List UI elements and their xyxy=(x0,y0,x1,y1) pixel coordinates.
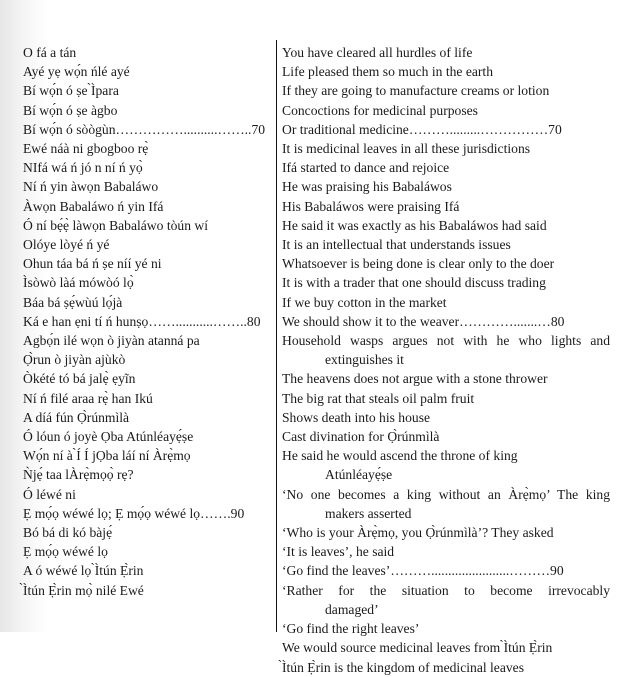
translation-line-continuation: damaged’ xyxy=(325,601,379,617)
verse-line: Olóye lòyé ń yé xyxy=(23,237,110,253)
verse-line: NIfá wá ń jó n ní ń yọ̀ xyxy=(23,160,143,176)
translation-line-text: Household wasps argues not with he who lights and xyxy=(282,333,610,349)
translation-line-continuation: makers asserted xyxy=(325,505,412,521)
verse-line: Ayé yẹ wọ́n ńlé ayé xyxy=(23,64,130,80)
verse-line: O fá a tán xyxy=(23,45,77,60)
verse-line: Ọ̀run ò jiyàn ajùkò xyxy=(23,352,126,368)
verse-line-numbered-70: Bí wọ́n ó sòògùn……………..........……..70 xyxy=(23,121,266,137)
verse-line: Ó ní bẹ́ẹ̀ làwọn Babaláwo tòún wí xyxy=(23,217,208,233)
translation-line-text: ‘Rather for the situation to become irrevocably xyxy=(282,582,610,598)
verse-line: Òkété tó bá jalẹ̀ ẹyĩn xyxy=(23,371,136,387)
translation-line-wrapped xyxy=(282,446,610,484)
translation-line: The big rat that steals oil palm fruit xyxy=(282,390,475,406)
translation-line: It is medicinal leaves in all these jurisdictions xyxy=(282,141,531,157)
translation-line: ‘It is leaves’, he said xyxy=(282,544,395,560)
verse-line: Bí wọ́n ó ṣe àgbo xyxy=(23,102,118,118)
translation-line: He said it was exactly as his Babaláwos had said xyxy=(282,217,547,233)
column-divider xyxy=(276,40,277,632)
verse-line: A díá fún Ọ̀rúnmìlà xyxy=(23,409,130,425)
translation-line: Shows death into his house xyxy=(282,409,431,425)
translation-line: Cast divination for Ọ̀rúnmìlà xyxy=(282,429,440,445)
translation-line: He was praising his Babaláwos xyxy=(282,179,452,195)
verse-line: Báa bá ṣẹ́wùú lọ́jà xyxy=(23,294,123,310)
translation-line-text: He said he would ascend the throne of king xyxy=(282,448,518,464)
translation-line: You have cleared all hurdles of life xyxy=(282,45,473,60)
translation-line: ̀Ìtún Ẹ̀rin is the kingdom of medicinal leaves xyxy=(282,659,524,675)
translation-line: Whatsoever is being done is clear only to the doer xyxy=(282,256,555,272)
verse-line: Bó bá di kó bàjẹ́ xyxy=(23,525,113,541)
translation-line: If we buy cotton in the market xyxy=(282,294,447,310)
translation-line: ‘Who is your Àrẹ̀mọ, you Ọ̀rúnmìlà’? They asked xyxy=(282,525,554,541)
verse-line: Ó lóun ó joyè Ọba Atúnléayẹ́ṣe xyxy=(23,429,194,445)
verse-line: Wọ́n ní à ̀Í Í jỌba láí ní Àrẹ̀mọ xyxy=(23,448,191,464)
translation-line: Ifá started to dance and rejoice xyxy=(282,160,450,176)
verse-line: Ìsòwò làá mówòó lọ̀ xyxy=(23,275,134,291)
verse-line: Ó léwé ni xyxy=(23,486,76,502)
translation-line: If they are going to manufacture creams or lotion xyxy=(282,83,550,99)
translation-line-wrapped xyxy=(282,581,610,619)
translation-line-continuation: extinguishes it xyxy=(325,352,404,368)
translation-line: It is with a trader that one should discuss trading xyxy=(282,275,546,291)
translation-line-numbered-80: We should show it to the weaver………….......…80 xyxy=(282,313,565,329)
verse-line: Ní ń filé araa rẹ̀ han Ikú xyxy=(23,390,153,406)
verse-line: Ẹ mọ́ọ wéwé lọ xyxy=(23,544,108,560)
translation-line-continuation: Atúnléayẹ́ṣe xyxy=(325,467,393,483)
verse-line: A ó wéwé lọ ̀Ìtún Ẹ̀rin xyxy=(23,563,144,579)
verse-line-numbered-80: Ká e han ẹni tí ń hunṣọ……...........……..80 xyxy=(23,313,261,329)
verse-line: ̀Ìtún Ẹ̀rin mọ̀ nilé Ewé xyxy=(23,582,144,598)
yoruba-verse-column xyxy=(23,43,273,600)
verse-line: Ní ń yin àwọn Babaláwo xyxy=(23,179,159,195)
verse-line: Àwọn Babaláwo ń yin Ifá xyxy=(23,198,164,214)
translation-line: We would source medicinal leaves from ̀Ìtún Ẹ̀rin xyxy=(282,640,553,656)
translation-line-wrapped xyxy=(282,331,610,369)
translation-line-text: ‘No one becomes a king without an Àrẹ̀mọ’ The king xyxy=(282,486,610,502)
translation-line: It is an intellectual that understands issues xyxy=(282,237,511,253)
verse-line: Ohun táa bá ń ṣe níí yé ni xyxy=(23,256,162,272)
translation-line-numbered-70: Or traditional medicine……….........……………70 xyxy=(282,121,562,137)
translation-line: The heavens does not argue with a stone thrower xyxy=(282,371,548,387)
translation-line: His Babaláwos were praising Ifá xyxy=(282,198,460,214)
translation-line: Concoctions for medicinal purposes xyxy=(282,102,478,118)
verse-line-numbered-90: Ẹ mọ́ọ wéwé lọ; Ẹ mọ́ọ wéwé lọ…….90 xyxy=(23,505,245,521)
verse-line: Ǹjẹ́ taa lÀrẹ̀mọọ̀ rẹ? xyxy=(23,467,134,483)
translation-line: Life pleased them so much in the earth xyxy=(282,64,494,80)
verse-line: Bí wọ́n ó ṣe ̀Ìpara xyxy=(23,83,119,99)
verse-line: Agbọ́n ilé wọn ò jiyàn atanná pa xyxy=(23,333,200,349)
english-translation-column xyxy=(282,43,610,677)
translation-line-numbered-90: ‘Go find the leaves’……….......................………90 xyxy=(282,563,564,579)
translation-line: ‘Go find the right leaves’ xyxy=(282,621,420,637)
translation-line-wrapped xyxy=(282,485,610,523)
verse-line: Ewé náà ni gbogboo rẹ̀ xyxy=(23,141,149,157)
